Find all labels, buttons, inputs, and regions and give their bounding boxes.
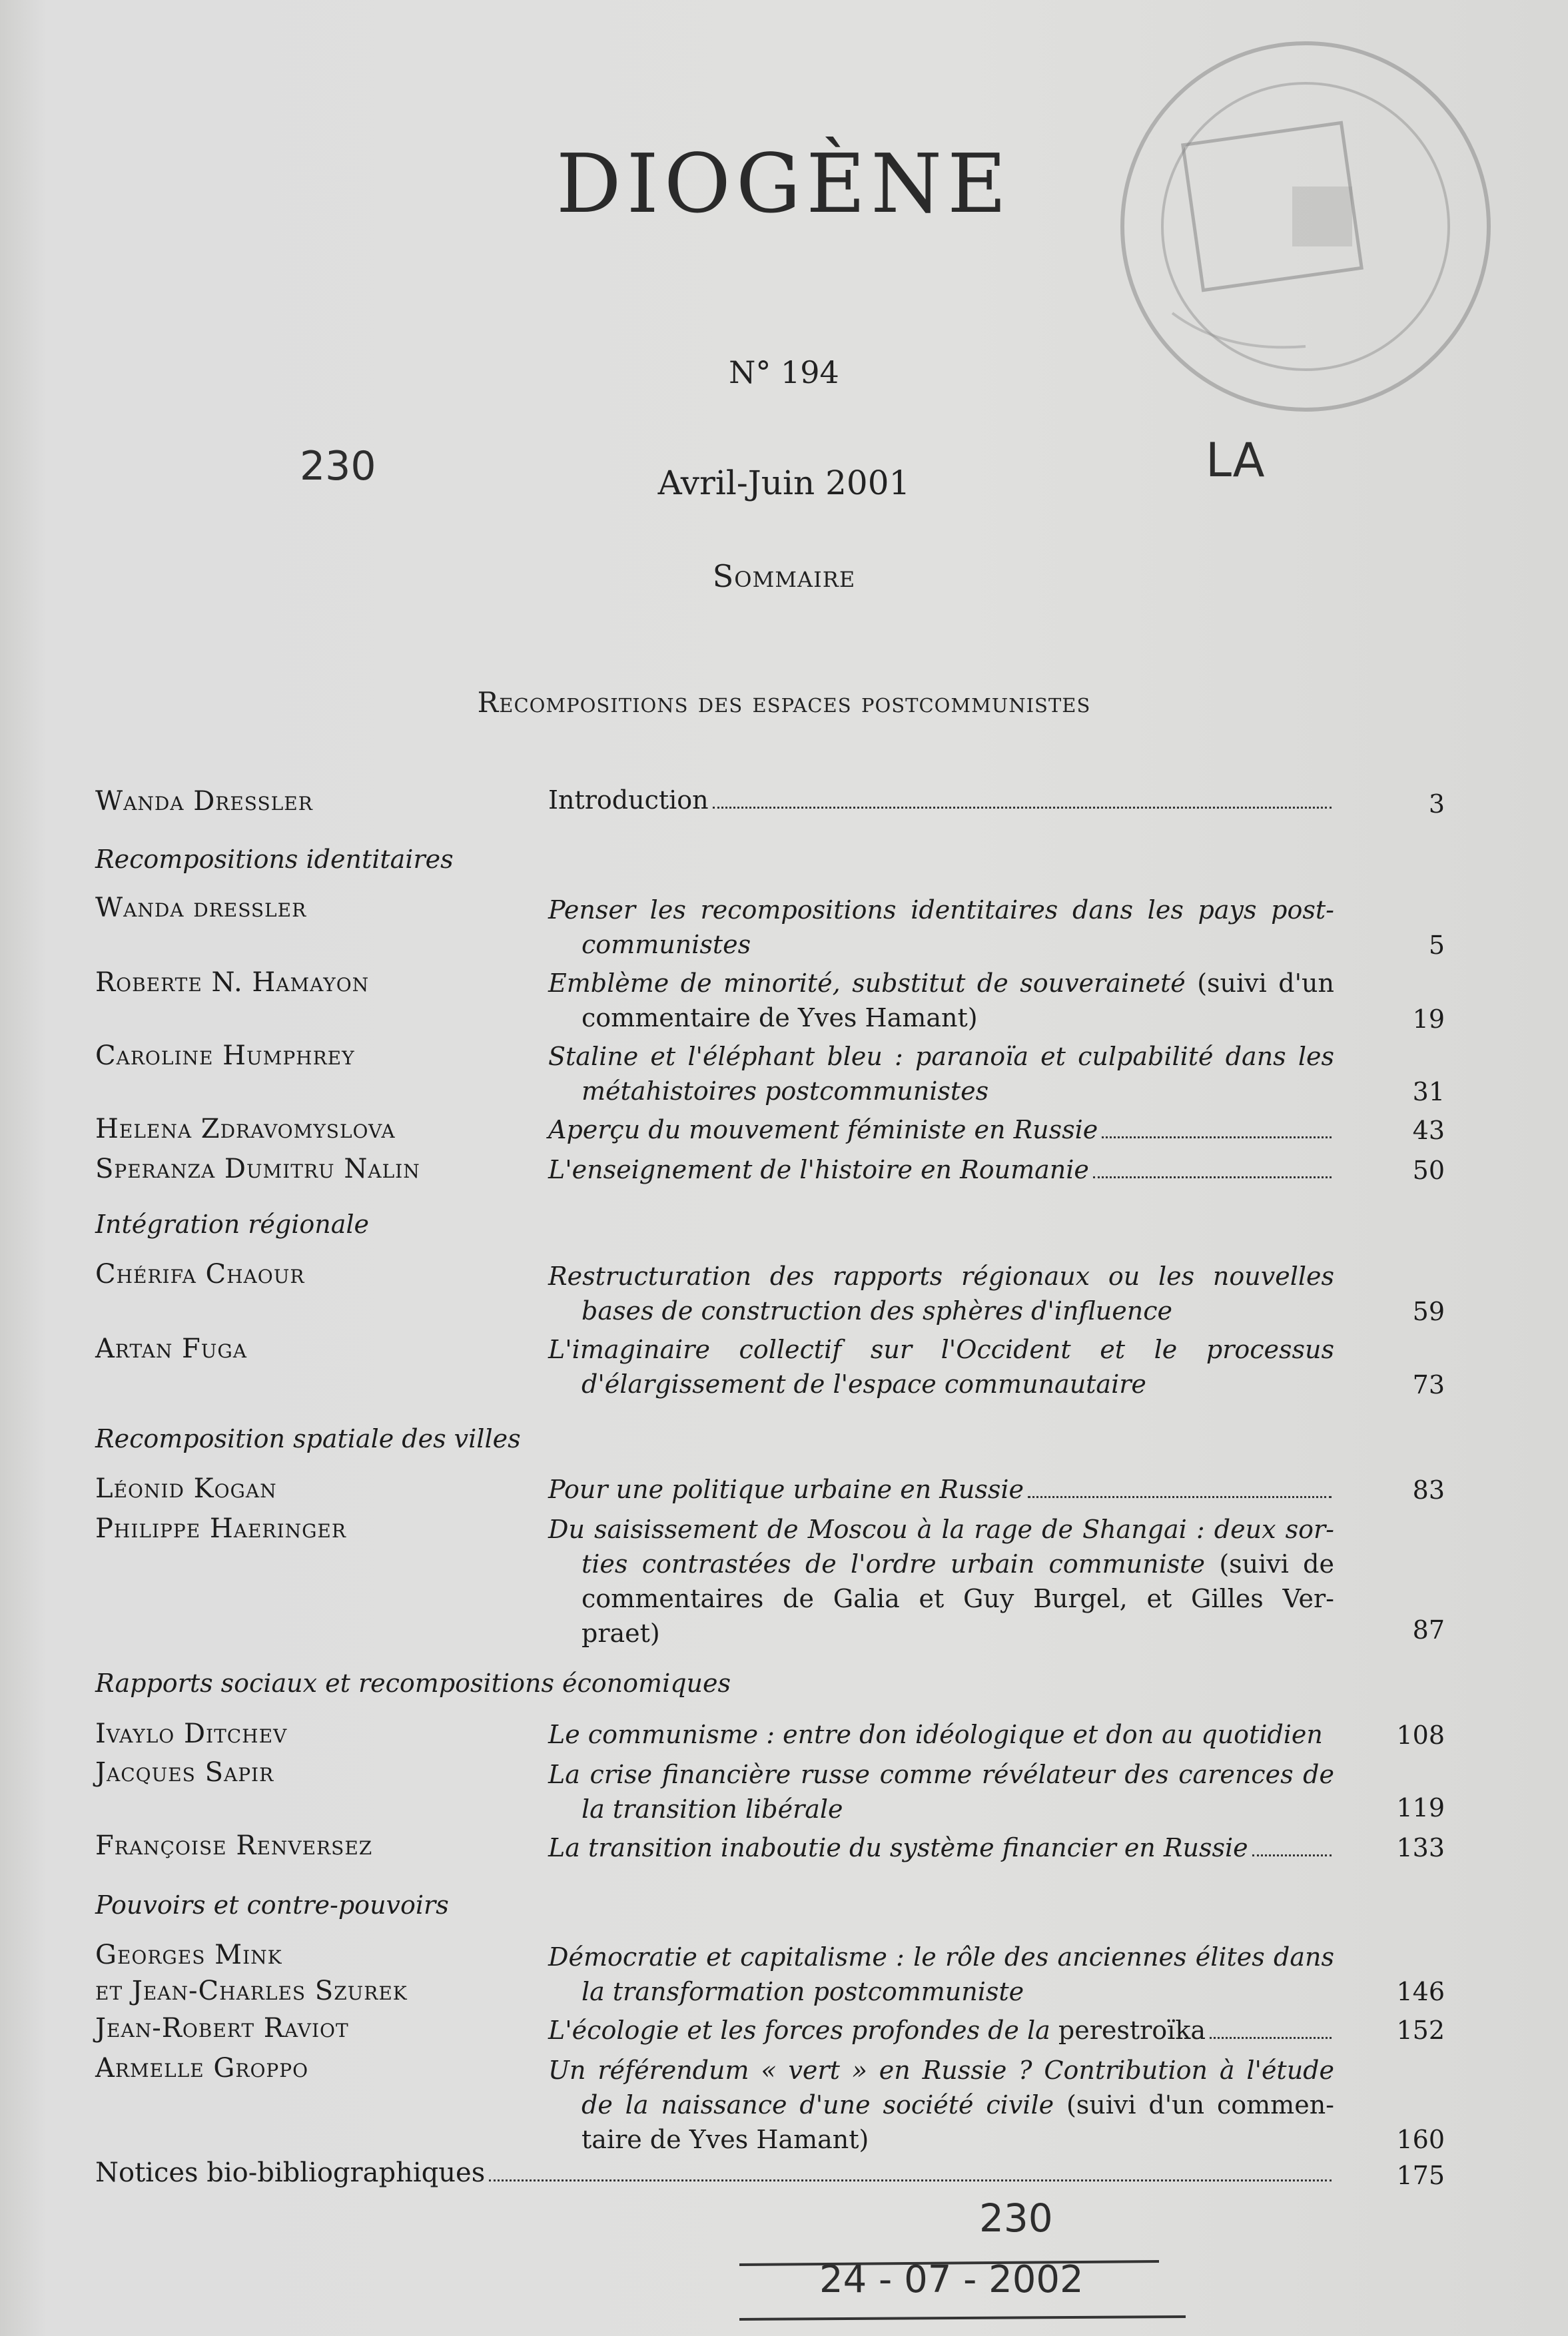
page-number: 59 [1412, 1297, 1445, 1326]
handwritten-registration-number: 230 [979, 2195, 1053, 2241]
toc-entry-title: Emblème de minorité, substitut de souveraineté (suivi d'un commentaire de Yves Hamant) [548, 969, 1334, 1032]
issue-number: N° 194 [729, 354, 839, 390]
toc-entry-title: La crise financière russe comme révélateur des carences de la transition libérale [548, 1760, 1334, 1824]
page-number: 119 [1396, 1793, 1445, 1822]
handwritten-registration-date: 24 - 07 - 2002 [819, 2258, 1084, 2301]
handwritten-mark: LA [1206, 433, 1265, 488]
author: Helena Zdravomyslova [95, 1114, 396, 1144]
toc-entry-title: Introduction [548, 783, 1334, 817]
journal-title: DIOGÈNE [556, 137, 1012, 231]
author: Jacques Sapir [95, 1757, 274, 1788]
section-heading: Rapports sociaux et recompositions économiques [95, 1669, 731, 1698]
section-heading: Pouvoirs et contre-pouvoirs [95, 1890, 449, 1920]
toc-entry-title: L'imaginaire collectif sur l'Occident et le processus d'élargissement de l'espace communautaire [548, 1335, 1334, 1399]
toc-entry-title: L'écologie et les forces profondes de la perestroïka [548, 2013, 1334, 2048]
author: Jean-Robert Raviot [95, 2013, 349, 2044]
page-number: 83 [1412, 1475, 1445, 1505]
section-heading: Intégration régionale [95, 1210, 370, 1239]
section-heading: Recompositions identitaires [95, 845, 454, 874]
toc-entry-title: Un référendum « vert » en Russie ? Contribution à l'étude de la naissance d'une société civile (suivi d'un commen- taire de Yves Hamant) [548, 2056, 1335, 2154]
author: Françoise Renversez [95, 1830, 373, 1861]
toc-entry-title: Penser les recompositions identitaires dans les pays post- communistes [548, 895, 1334, 959]
handwritten-number: 230 [300, 443, 376, 490]
toc-entry-title: Pour une politique urbaine en Russie [548, 1472, 1334, 1507]
toc-entry-title: Le communisme : entre don idéologique et don au quotidien [548, 1720, 1323, 1749]
toc-entry-title: La transition inaboutie du système financier en Russie [548, 1830, 1334, 1865]
page-number: 19 [1412, 1004, 1445, 1034]
page-number: 43 [1412, 1116, 1445, 1145]
toc-entry-title: Du saisissement de Moscou à la rage de Shangai : deux sor- ties contrastées de l'ordre urbain communiste (suivi de commentaires de Galia et Guy Burgel, et Gilles Ver- praet) [548, 1515, 1334, 1648]
section-heading: Recomposition spatiale des villes [95, 1424, 521, 1453]
author: Speranza Dumitru Nalin [95, 1154, 420, 1184]
page-number: 175 [1396, 2161, 1445, 2190]
author: Philippe Haeringer [95, 1513, 346, 1544]
page-number: 108 [1396, 1721, 1445, 1750]
page-number: 160 [1396, 2125, 1445, 2154]
author: Artan Fuga [95, 1334, 247, 1364]
toc-entry-title: Restructuration des rapports régionaux ou les nouvelles bases de construction des sphères d'influence [548, 1262, 1334, 1326]
author: Wanda dressler [95, 893, 307, 923]
page-number: 50 [1412, 1156, 1445, 1185]
page-number: 133 [1396, 1833, 1445, 1862]
author: Georges Mink [95, 1940, 282, 1970]
toc-entry-title: Staline et l'éléphant bleu : paranoïa et culpabilité dans les métahistoires postcommunistes [548, 1042, 1334, 1106]
author: Chérifa Chaour [95, 1259, 305, 1290]
toc-entry-title: Aperçu du mouvement féministe en Russie [548, 1112, 1334, 1147]
page-number: 152 [1396, 2016, 1445, 2045]
page-number: 5 [1428, 931, 1445, 960]
toc-entry-title: Démocratie et capitalisme : le rôle des anciennes élites dans la transformation postcommuniste [548, 1942, 1334, 2006]
author: et Jean-Charles Szurek [95, 1976, 408, 2006]
page-number: 87 [1412, 1615, 1445, 1645]
page-number: 73 [1412, 1370, 1445, 1399]
toc-entry-title: L'enseignement de l'histoire en Roumanie [548, 1152, 1334, 1187]
author: Roberte N. Hamayon [95, 967, 370, 998]
author: Ivaylo Ditchev [95, 1719, 288, 1749]
author: Armelle Groppo [95, 2053, 309, 2084]
notices-entry: Notices bio-bibliographiques [95, 2155, 1334, 2190]
page-number: 3 [1428, 789, 1445, 819]
author: Caroline Humphrey [95, 1040, 355, 1071]
author: Wanda Dressler [95, 786, 313, 817]
sommaire-heading: Sommaire [712, 558, 856, 594]
page-number: 146 [1396, 1977, 1445, 2006]
issue-date: Avril-Juin 2001 [657, 464, 911, 502]
page-number: 31 [1412, 1077, 1445, 1106]
author: Léonid Kogan [95, 1473, 277, 1504]
theme-heading: Recompositions des espaces postcommunistes [477, 686, 1091, 719]
